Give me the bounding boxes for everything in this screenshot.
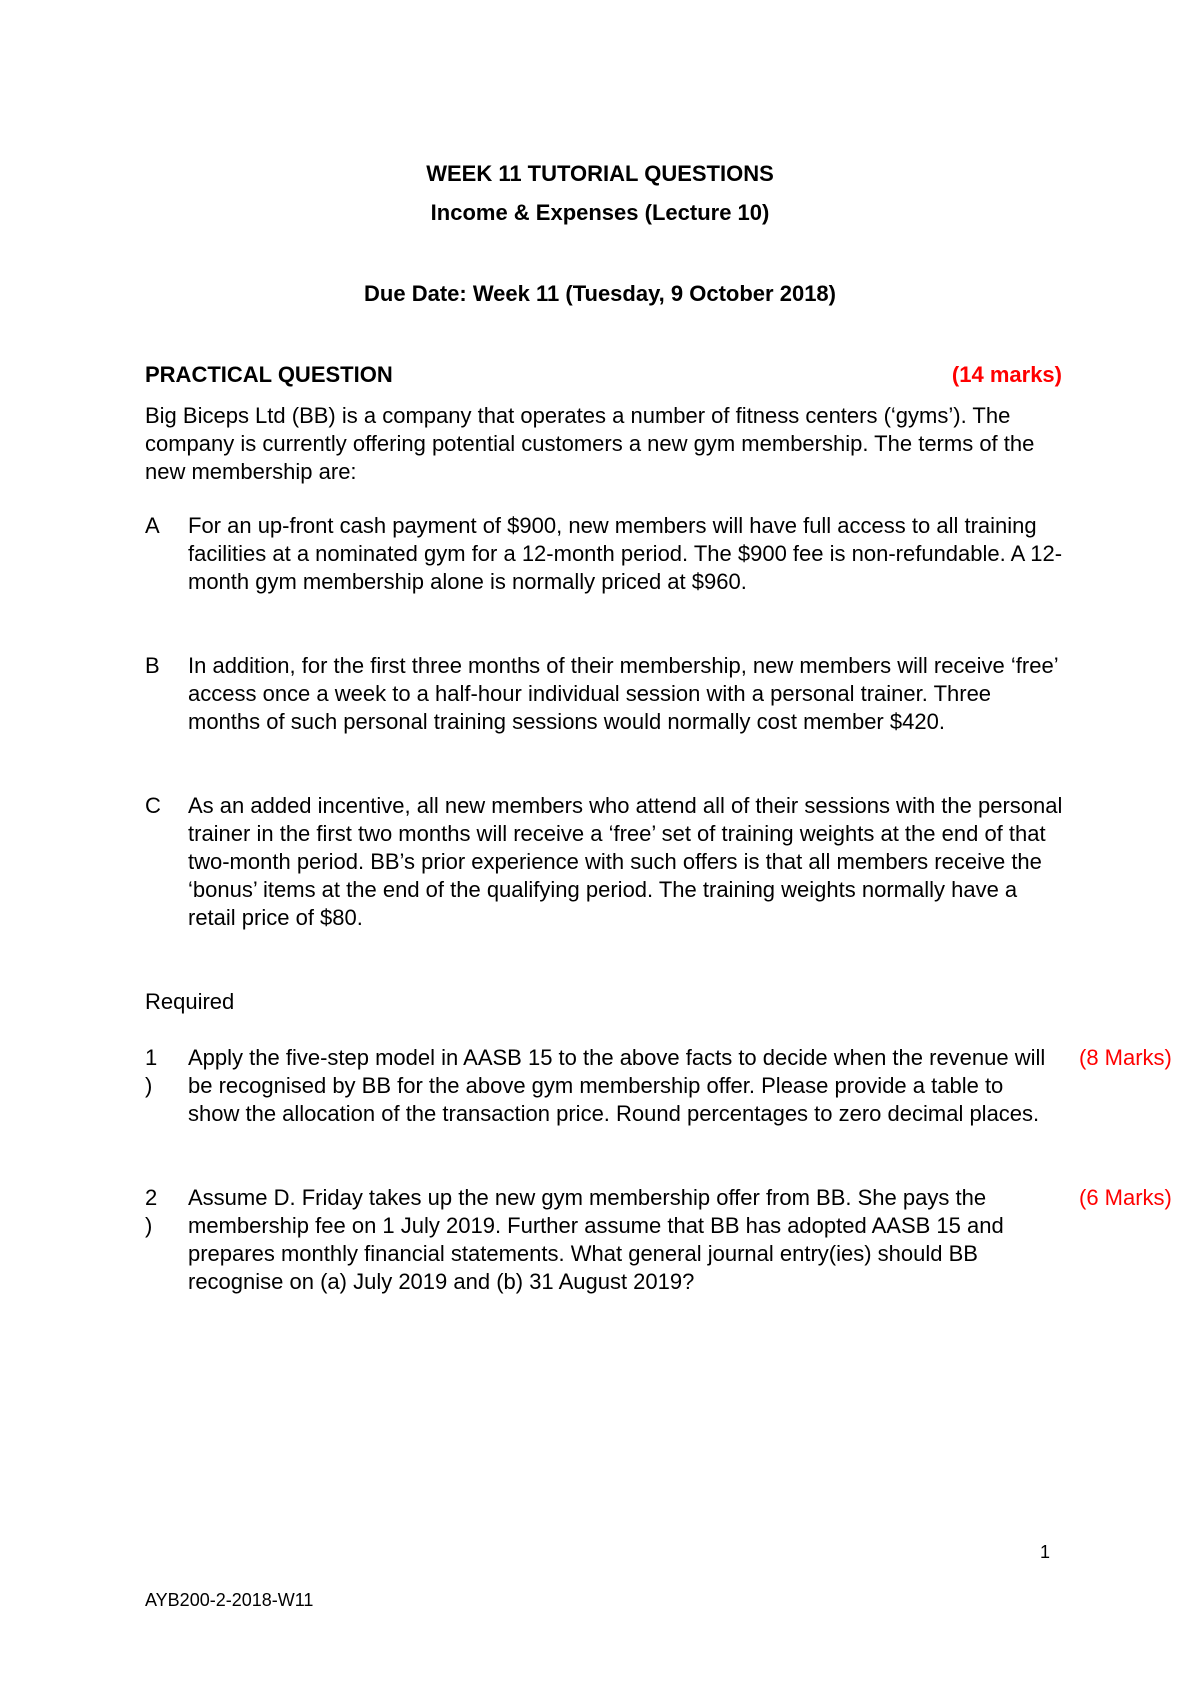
term-text: For an up-front cash payment of $900, new members will have full access to all training facilities at a nominated gym for a 12-month period. The $900 fee is non-refundable. A 12-month gym membership alone is normally priced at $960. bbox=[188, 513, 1063, 594]
question-text: Assume D. Friday takes up the new gym membership offer from BB. She pays the membership fee on 1 July 2019. Further assume that BB has adopted AASB 15 and prepares monthly financial statements. What general journal entry(ies) should BB recognise on (a) July 2019 and (b) 31 August 2019? bbox=[188, 1185, 1004, 1294]
question-number: 1 ) bbox=[145, 1045, 158, 1098]
practical-question-marks: (14 marks) bbox=[951, 362, 1062, 387]
page-number: 1 bbox=[1040, 1542, 1051, 1562]
practical-question-title: PRACTICAL QUESTION bbox=[145, 362, 393, 387]
practical-question-heading bbox=[145, 360, 1062, 390]
document-title: WEEK 11 TUTORIAL QUESTIONS bbox=[426, 161, 774, 186]
due-date: Due Date: Week 11 (Tuesday, 9 October 2018) bbox=[364, 281, 836, 306]
intro-paragraph: Big Biceps Ltd (BB) is a company that operates a number of fitness centers (‘gyms’). The company is currently offering potential customers a new gym membership. The terms of the new membership are: bbox=[145, 403, 1035, 484]
question-number: 2 ) bbox=[145, 1185, 158, 1238]
term-letter: C bbox=[145, 793, 161, 818]
term-letter: B bbox=[145, 653, 160, 678]
footer-code: AYB200-2-2018-W11 bbox=[145, 1590, 314, 1610]
required-label: Required bbox=[145, 989, 235, 1014]
term-letter: A bbox=[145, 513, 160, 538]
term-text: In addition, for the first three months of their membership, new members will receive ‘free’ access once a week to a half-hour individual session with a personal trainer. Three months of such personal training sessions would normally cost member $420. bbox=[188, 653, 1058, 734]
question-marks: (6 Marks) bbox=[1079, 1185, 1172, 1210]
document-subtitle: Income & Expenses (Lecture 10) bbox=[430, 200, 770, 225]
term-text: As an added incentive, all new members who attend all of their sessions with the personal trainer in the first two months will receive a ‘free’ set of training weights at the end of that two-month period. BB’s prior experience with such offers is that all members receive the ‘bonus’ items at the end of the qualifying period. The training weights normally have a retail price of $80. bbox=[188, 793, 1063, 930]
question-marks: (8 Marks) bbox=[1079, 1045, 1172, 1070]
question-text: Apply the five-step model in AASB 15 to the above facts to decide when the revenue will be recognised by BB for the above gym membership offer. Please provide a table to show the allocation of the transaction price. Round percentages to zero decimal places. bbox=[188, 1045, 1046, 1126]
